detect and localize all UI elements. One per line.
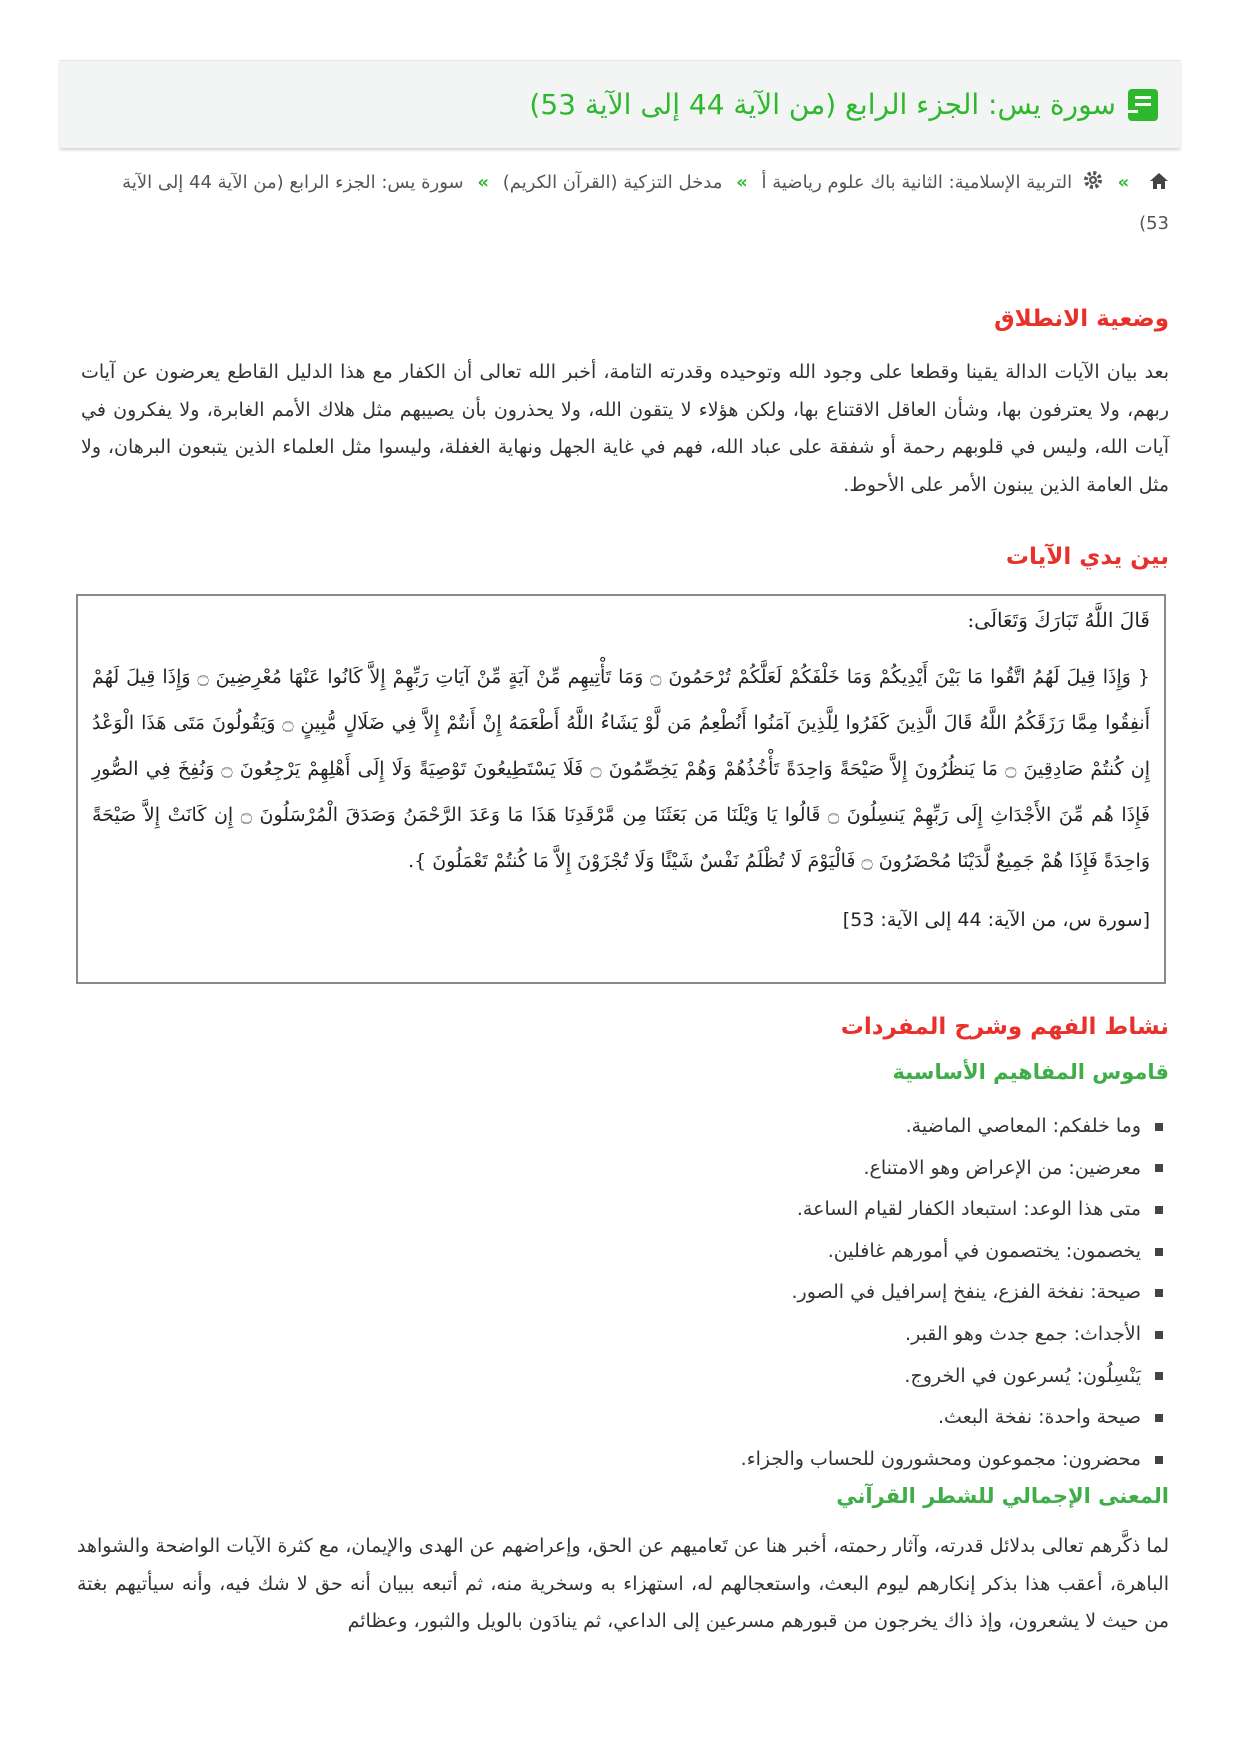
list-item xyxy=(89,1439,1169,1481)
verses-reference: [سورة س، من الآية: 44 إلى الآية: 53] xyxy=(842,909,1150,931)
vocab-text: معرضين: من الإعراض وهو الامتناع. xyxy=(863,1156,1141,1179)
section-heading-verses: بين يدي الآيات xyxy=(1005,544,1169,570)
verses-text: { وَإِذَا قِيلَ لَهُمُ اتَّقُوا مَا بَيْنَ أَيْدِيكُمْ وَمَا خَلْفَكُمْ لَعَلَّكُمْ تُرْحَمُونَ ۝ وَمَا تَأْتِيهِم مِّنْ آيَةٍ مِّنْ آيَاتِ رَبِّهِمْ إِلاَّ كَانُوا عَنْهَا مُعْرِضِينَ ۝ وَإِذَا قِيلَ لَهُمْ أَنفِقُوا مِمَّا رَزَقَكُمُ اللَّهُ قَالَ الَّذِينَ كَفَرُوا لِلَّذِينَ آمَنُوا أَنُطْعِمُ مَن لَّوْ يَشَاءُ اللَّهُ أَطْعَمَهُ إِنْ أَنتُمْ إِلاَّ فِي ضَلَالٍ مُّبِينٍ ۝ وَيَقُولُونَ مَتَى هَذَا الْوَعْدُ إِن كُنتُمْ صَادِقِينَ ۝ مَا يَنظُرُونَ إِلاَّ صَيْحَةً وَاحِدَةً تَأْخُذُهُمْ وَهُمْ يَخِصِّمُونَ ۝ فَلَا يَسْتَطِيعُونَ تَوْصِيَةً وَلَا إِلَى أَهْلِهِمْ يَرْجِعُونَ ۝ وَنُفِخَ فِي الصُّورِ فَإِذَا هُم مِّنَ الأَجْدَاثِ إِلَى رَبِّهِمْ يَنسِلُونَ ۝ قَالُوا يَا وَيْلَنَا مَن بَعَثَنَا مِن مَّرْقَدِنَا هَذَا مَا وَعَدَ الرَّحْمَنُ وَصَدَقَ الْمُرْسَلُونَ ۝ إِن كَانَتْ إِلاَّ صَيْحَةً وَاحِدَةً فَإِذَا هُمْ جَمِيعٌ لَّدَيْنَا مُحْضَرُونَ ۝ فَالْيَوْمَ لَا تُظْلَمُ نَفْسٌ شَيْئًا وَلَا تُجْزَوْنَ إِلاَّ مَا كُنتُمْ تَعْمَلُونَ }. xyxy=(92,666,1151,872)
list-item xyxy=(89,1231,1169,1273)
bullet xyxy=(1155,1164,1163,1172)
vocabulary-list xyxy=(89,1106,1169,1480)
section-heading-starting-point: وضعية الانطلاق xyxy=(994,306,1169,332)
list-item xyxy=(89,1314,1169,1356)
breadcrumb-separator: » xyxy=(736,172,748,193)
vocab-text: صيحة واحدة: نفخة البعث. xyxy=(938,1406,1141,1429)
verses-box xyxy=(76,594,1166,984)
vocab-text: يخصمون: يختصمون في أمورهم غافلين. xyxy=(827,1239,1141,1262)
breadcrumb-item-course[interactable]: التربية الإسلامية: الثانية باك علوم رياضية أ xyxy=(761,172,1073,193)
vocab-text: محضرون: مجموعون ومحشورون للحساب والجزاء. xyxy=(740,1447,1141,1470)
bullet xyxy=(1155,1372,1163,1380)
list-item xyxy=(89,1148,1169,1190)
bullet xyxy=(1155,1248,1163,1256)
page-title: سورة يس: الجزء الرابع (من الآية 44 إلى الآية 53) xyxy=(529,88,1116,121)
list-item xyxy=(89,1106,1169,1148)
list-item xyxy=(89,1272,1169,1314)
page-header xyxy=(60,60,1180,148)
list-item xyxy=(89,1189,1169,1231)
vocab-text: الأجداث: جمع جدث وهو القبر. xyxy=(905,1322,1141,1345)
breadcrumb-separator: » xyxy=(477,172,489,193)
general-meaning-text: لما ذكَّرهم تعالى بدلائل قدرته، وآثار رحمته، أخبر هنا عن تَعاميهم عن الحق، وإعراضهم عن الهدى والإيمان، مع كثرة الآيات الواضحة والشواهد الباهرة، أعقب هذا بذكر إنكارهم ليوم البعث، واستعجالهم له، استهزاء به وسخرية منه، ثم أتبعه ببيان أنه حق لا شك فيه، وأنه سيأتيهم بغتة من حيث لا يشعرون، وإذ ذاك يخرجون من قبورهم مسرعين إلى الداعي، ثم ينادَون بالويل والثبور، وعظائم xyxy=(77,1535,1169,1632)
list-item xyxy=(89,1397,1169,1439)
general-meaning-heading: المعنى الإجمالي للشطر القرآني xyxy=(836,1484,1169,1508)
breadcrumb-separator: » xyxy=(1117,172,1130,193)
vocab-text: وما خلفكم: المعاصي الماضية. xyxy=(905,1115,1141,1137)
bullet xyxy=(1155,1123,1163,1131)
vocab-text: صيحة: نفخة الفزع، ينفخ إسرافيل في الصور. xyxy=(791,1281,1141,1304)
starting-point-text: بعد بيان الآيات الدالة يقينا وقطعا على وجود الله وتوحيده وقدرته التامة، أخبر الله تعالى أن الكفار مع هذا الدليل القاطع يعرضون عن آيات ربهم، ولا يعترفون بها، وشأن العاقل الاقتناع بها، ولكن هؤلاء لا يتقون الله، ولا يحذرون بأن يصيبهم مثل هلاك الأمم الغابرة، ولا يفكرون في آيات الله، وليس في قلوبهم رحمة أو شفقة على عباد الله، فهم في غاية الجهل ونهاية الغفلة، وليسوا مثل العلماء الذين يتبعون البرهان، ولا مثل العامة الذين يبنون الأمر على الأحوط. xyxy=(81,361,1169,496)
breadcrumb-item-current: سورة يس: الجزء الرابع (من الآية 44 إلى الآية 53) xyxy=(122,172,1169,234)
vocab-text: يَنْسِلُون: يُسرعون في الخروج. xyxy=(904,1364,1141,1387)
verses-intro: قَالَ اللَّهُ تَبَارَكَ وَتَعَالَى: xyxy=(967,608,1150,632)
vocab-text: متى هذا الوعد: استبعاد الكفار لقيام الساعة. xyxy=(796,1198,1141,1221)
bullet xyxy=(1155,1331,1163,1339)
breadcrumb xyxy=(89,164,1169,243)
gear-icon xyxy=(1082,167,1104,205)
dictionary-heading: قاموس المفاهيم الأساسية xyxy=(892,1060,1169,1084)
document-icon xyxy=(1128,89,1158,121)
bullet xyxy=(1155,1414,1163,1422)
bullet xyxy=(1155,1206,1163,1214)
breadcrumb-item-unit[interactable]: مدخل التزكية (القرآن الكريم) xyxy=(502,172,723,193)
bullet xyxy=(1155,1456,1163,1464)
home-icon[interactable] xyxy=(1149,166,1169,204)
list-item xyxy=(89,1356,1169,1398)
section-heading-comprehension: نشاط الفهم وشرح المفردات xyxy=(840,1014,1169,1040)
bullet xyxy=(1155,1289,1163,1297)
